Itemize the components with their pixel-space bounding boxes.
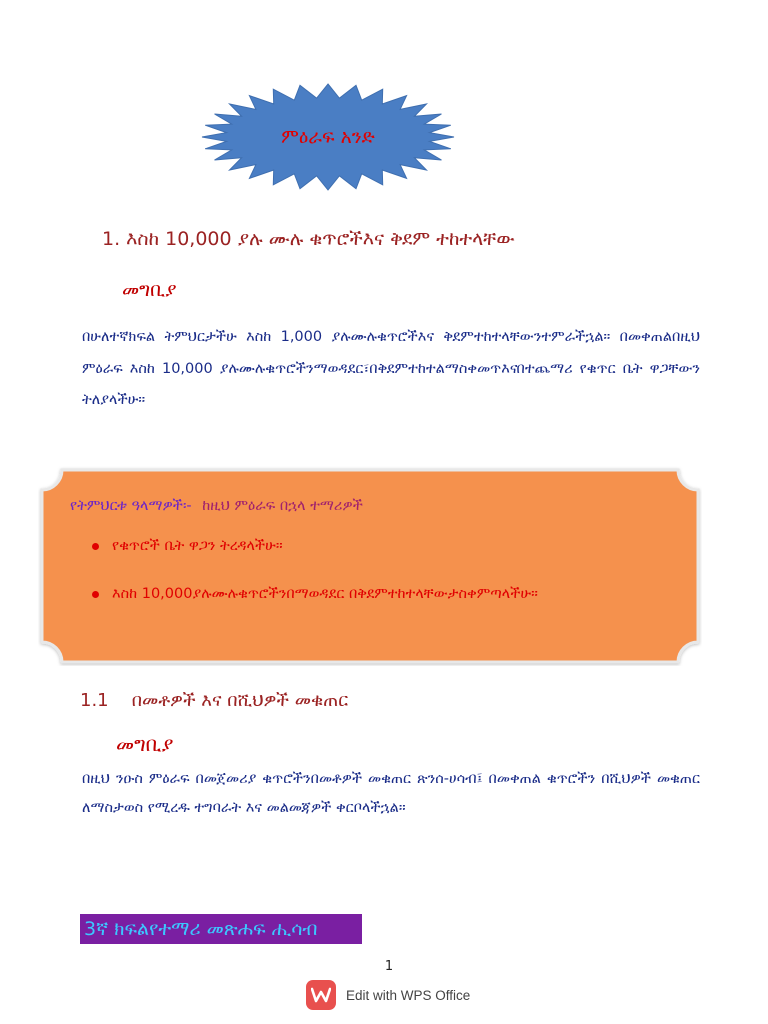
objective-text: የቁጥሮች ቤት ዋጋን ትረዳላችሁ።: [112, 538, 283, 554]
bullet-icon: [92, 591, 99, 598]
subsection-paragraph: በዚህ ንዑስ ምዕራፍ በመጀመሪያ ቁጥሮችንበመቶዎች መቁጠር ጽንሰ-ሀሳብ፤ በመቀጠል ቁጥሮችን በሺህዎች መቁጠር ለማስታወስ የሚረዱ ተግባራት እና መልመጃዎች ቀርቦላችኋል።: [82, 771, 700, 816]
bullet-icon: [92, 543, 99, 550]
objectives-panel: [38, 466, 702, 666]
subsection-intro-label: መግቢያ: [116, 732, 174, 756]
subsection-heading: [80, 690, 348, 711]
wps-label: Edit with WPS Office: [346, 987, 471, 1003]
book-title-banner: 3ኛ ክፍልየተማሪ መጽሐፍ ሒሳብ: [80, 914, 362, 944]
edit-with-wps-button[interactable]: [306, 979, 470, 1011]
objectives-subtitle: ከዚህ ምዕራፍ በኋላ ተማሪዎች: [202, 498, 363, 514]
wps-logo-icon: [306, 980, 336, 1010]
page-number: 1: [384, 959, 394, 974]
objectives-list: [86, 538, 538, 634]
objectives-title: የትምህርቱ ዓላማዎች፡-: [70, 498, 192, 514]
objectives-header: [70, 498, 363, 514]
subsection-title: በመቶዎች እና በሺህዎች መቁጠር: [131, 690, 349, 711]
objective-item: [86, 586, 538, 634]
objective-item: [86, 538, 538, 586]
subsection-number: 1.1: [80, 690, 109, 711]
objective-text: እስከ 10,000ያሉሙሉቁጥሮችንበማወዳደር በቅደምተከተላቸውታስቀምጣላችሁ።: [112, 586, 538, 602]
intro-label: መግቢያ: [122, 279, 177, 301]
section-heading: 1. እስከ 10,000 ያሉ ሙሉ ቁጥሮችእና ቅደም ተከተላቸው: [102, 228, 515, 250]
chapter-title: ምዕራፍ አንድ: [281, 126, 375, 148]
chapter-starburst: [200, 82, 456, 192]
intro-paragraph: በሁለተኛክፍል ትምህርታችሁ እስከ 1,000 ያሉሙሉቁጥሮችእና ቅደምተከተላቸውንተምራችኋል። በመቀጠልበዚህ ምዕራፍ እስከ 10,000 ያሉሙሉቁጥሮችንማወዳደር፣በቅደምተከተልማስቀመጥእናበተጨማሪ የቁጥር ቤት ዋጋቸውን ትለያላችሁ።: [82, 329, 700, 408]
